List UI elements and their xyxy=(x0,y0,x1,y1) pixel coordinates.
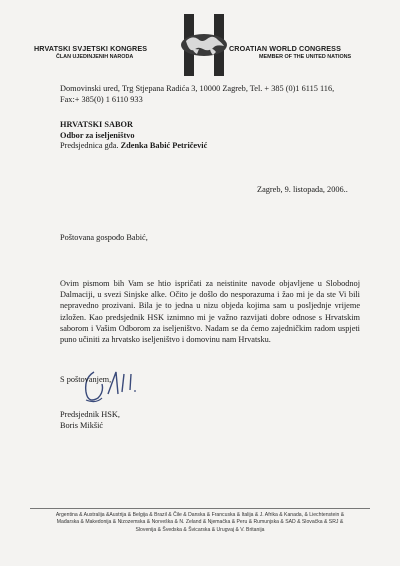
signer-block xyxy=(60,409,120,431)
congress-logo-icon xyxy=(178,14,230,76)
footer-line: Argentina & Australija &Austrija & Belgija & Brazil & Čile & Danska & Francuska & Italija & J. Afrika & Kanada, & Liechtenstein & xyxy=(55,512,345,518)
letterhead-left xyxy=(34,44,184,60)
salutation: Poštovana gospođo Babić, xyxy=(60,233,148,242)
recipient-institution: HRVATSKI SABOR xyxy=(60,120,133,129)
letterhead-right xyxy=(229,44,379,60)
footer-divider xyxy=(30,508,370,509)
footer-line: Slovenija & Švedska & Švicarska & Urugvaj & V. Britanija xyxy=(135,526,265,533)
congress-name-english: CROATIAN WORLD CONGRESS xyxy=(229,44,341,53)
letter-body: Ovim pismom bih Vam se htio ispričati za neistinite navode objavljene u Slobodnoj Dalmaciji, u svezi Sinjske alke. Očito je došlo do nesporazuma i žao mi je da ste Vi bili nepravedno prozivani. Bila je to jedna u nizu objeda kojima sam u posljednje vrijeme izložen. Kao predsjednik HSK iznimno mi je važno razvijati dobre odnose s Hrvatskim saborom i Vašim Odborom za iseljeništvo. Nadam se da ćemo zajedničkim radom uspjeti puno učiniti za hrvatsko iseljeništvo i domovinu nam Hrvatsku. xyxy=(60,279,360,345)
recipient-name: Zdenka Babić Petričević xyxy=(120,141,208,150)
congress-subtitle-english: MEMBER OF THE UNITED NATIONS xyxy=(259,54,352,60)
signer-title: Predsjednik HSK, xyxy=(60,410,120,419)
address-line: Domovinski ured, Trg Stjepana Radića 3, 10000 Zagreb, Tel. + 385 (0)1 6115 116, xyxy=(60,84,335,93)
congress-subtitle-croatian: ČLAN UJEDINJENIH NARODA xyxy=(56,54,134,60)
recipient-committee: Odbor za iseljeništvo xyxy=(60,130,135,140)
congress-name-croatian: HRVATSKI SVJETSKI KONGRES xyxy=(34,44,148,53)
closing-phrase: S poštovanjem, xyxy=(60,375,112,384)
fax-line: Fax:+ 385(0) 1 6110 933 xyxy=(60,95,143,104)
footer-line: Mađarska & Makedonija & Nizozemska & Norveška & N. Zeland & Njemačka & Peru & Rumunjska & SAD & Slovačka & SRJ & xyxy=(56,519,344,526)
recipient-block xyxy=(60,120,360,152)
office-address xyxy=(60,83,360,105)
handwritten-signature-icon xyxy=(80,364,142,410)
recipient-title: Predsjednica gđa. xyxy=(60,141,121,150)
letter-date: Zagreb, 9. listopada, 2006.. xyxy=(257,185,348,194)
signer-name: Boris Mikšić xyxy=(60,421,104,430)
member-countries-footer xyxy=(28,512,372,534)
recipient-person xyxy=(60,141,360,152)
